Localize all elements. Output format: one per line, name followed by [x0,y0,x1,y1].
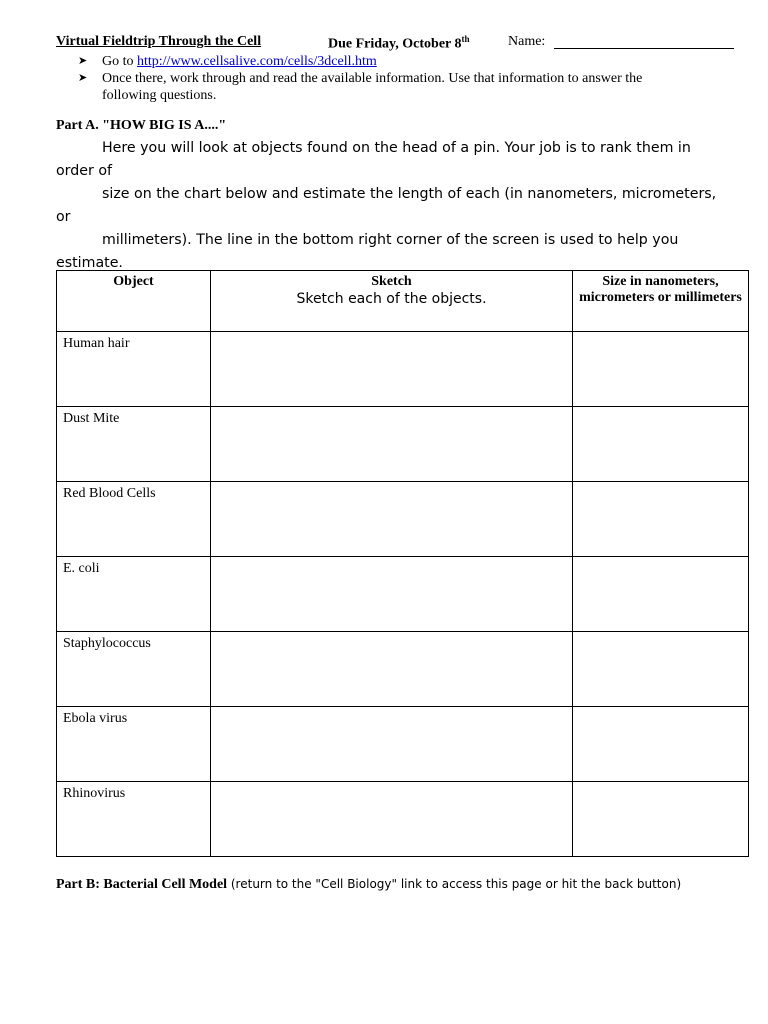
table-row [57,557,749,632]
object-name: Staphylococcus [57,632,211,707]
size-cell[interactable] [573,557,749,632]
object-name: Ebola virus [57,707,211,782]
part-a-instructions [56,137,746,275]
instruction-line: estimate. [56,255,123,271]
header-object: Object [57,271,211,332]
instruction-text-line: following questions. [102,88,217,103]
sketch-cell[interactable] [211,707,573,782]
size-ranking-table [56,270,749,857]
object-name: Human hair [57,332,211,407]
header-sketch [211,271,573,332]
due-date [328,34,470,53]
object-name: Red Blood Cells [57,482,211,557]
header-sketch-instruction: Sketch each of the objects. [296,291,487,307]
table-row [57,632,749,707]
part-b-note: (return to the "Cell Biology" link to access this page or hit the back button) [227,877,682,891]
worksheet-title: Virtual Fieldtrip Through the Cell [56,34,262,49]
size-cell[interactable] [573,407,749,482]
object-name: E. coli [57,557,211,632]
due-date-suffix: th [461,34,470,44]
sketch-cell[interactable] [211,782,573,857]
table-row [57,332,749,407]
table-row [57,707,749,782]
size-cell[interactable] [573,332,749,407]
part-b-heading [56,877,681,893]
arrow-bullet-icon: ➤ [78,72,88,84]
arrow-bullet-icon: ➤ [78,55,88,67]
table-row [57,407,749,482]
name-label: Name: [508,34,546,49]
size-cell[interactable] [573,782,749,857]
instruction-item [78,53,718,70]
instruction-text-line: Once there, work through and read the available information. Use that information to answer the [102,71,643,86]
document-header [56,34,746,54]
table-row [57,782,749,857]
go-to-text: Go to [102,54,137,69]
header-size: Size in nanometers, micrometers or millimeters [573,271,749,332]
instruction-line: Here you will look at objects found on the head of a pin. Your job is to rank them in [102,140,691,156]
name-blank-line [554,48,734,49]
header-sketch-label: Sketch [371,274,412,289]
due-date-text: Due Friday, October 8 [328,36,462,52]
instruction-item [78,70,718,104]
size-cell[interactable] [573,632,749,707]
instruction-line: or [56,209,71,225]
part-b-label: Part B: Bacterial Cell Model [56,877,228,892]
part-a-heading: Part A. "HOW BIG IS A...." [56,118,227,133]
size-cell[interactable] [573,707,749,782]
object-name: Rhinovirus [57,782,211,857]
table-header-row [57,271,749,332]
sketch-cell[interactable] [211,632,573,707]
sketch-cell[interactable] [211,482,573,557]
object-name: Dust Mite [57,407,211,482]
instruction-line: order of [56,163,113,179]
size-cell[interactable] [573,482,749,557]
sketch-cell[interactable] [211,557,573,632]
instruction-line: size on the chart below and estimate the length of each (in nanometers, micrometers, [102,186,717,202]
instruction-list [78,53,718,104]
cellsalive-link[interactable]: http://www.cellsalive.com/cells/3dcell.htm [137,54,377,69]
sketch-cell[interactable] [211,332,573,407]
instruction-line: millimeters). The line in the bottom right corner of the screen is used to help you [102,232,679,248]
table-row [57,482,749,557]
sketch-cell[interactable] [211,407,573,482]
